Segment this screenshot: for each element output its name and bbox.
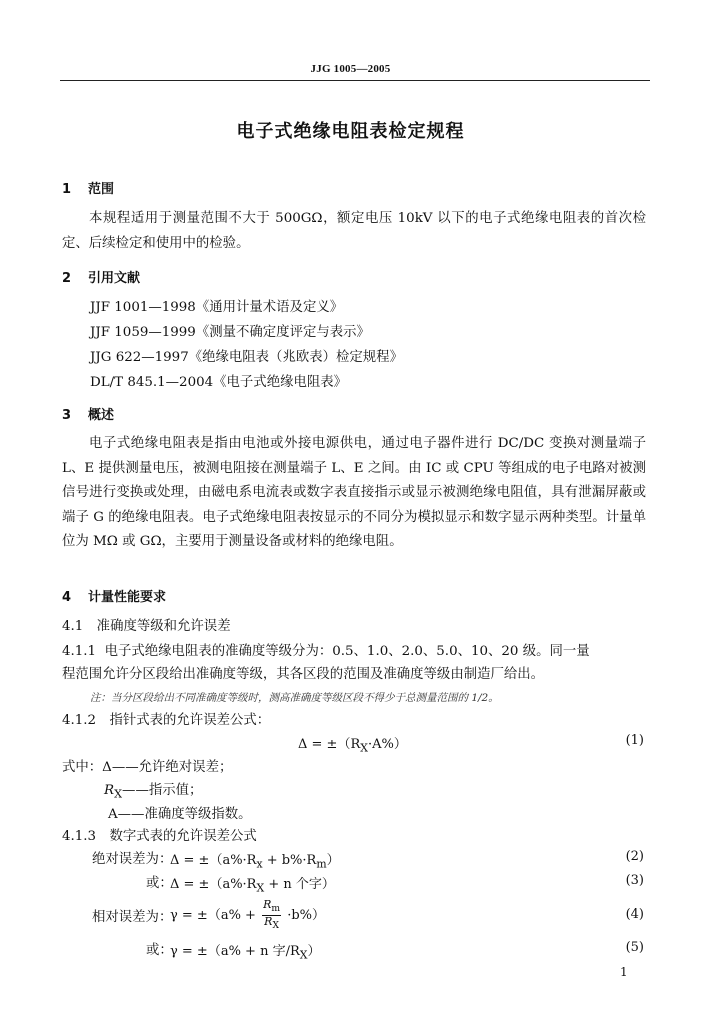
relative-error-label: 相对误差为： [92,910,173,925]
note-text: 注：当分区段给出不同准确度等级时，测高准确度等级区段不得少于总测量范围的 1/2。 [90,692,499,704]
subsection-4-1: 4.1 准确度等级和允许误差 [62,619,231,634]
section-number: 1 [62,182,72,197]
formula-1: $\Delta = \pm(R_X\cdot A\%)$ [298,737,407,755]
where-delta-definition: 式中：Δ——允许绝对误差； [62,760,233,775]
formula-5: γ = ±（a% + n 字$/R_X$） [170,944,321,962]
section-1-paragraph: 本规程适用于测量范围不大于 500GΩ，额定电压 10kV 以下的电子式绝缘电阻表的首次检定、后续检定和使用中的检验。 [62,211,646,251]
section-title: 范围 [88,182,115,197]
clause-4-1-3: 4.1.3 数字式表的允许误差公式 [62,829,257,844]
section-number: 3 [62,408,72,423]
section-title: 引用文献 [88,271,141,286]
clause-label: 4.1.1 [62,644,97,659]
document-header-code: JJG 1005—2005 [310,63,391,75]
absolute-error-label: 绝对误差为： [92,852,173,867]
section-3-heading [62,404,114,423]
formula-4: γ = ±（a% + $\frac{R_m}{R_X}$ ·b%） [170,898,326,932]
rx-definition: $R_X——$指示值； [104,783,203,801]
fraction: $\frac{R_m}{R_X}$ [263,898,281,932]
formula-2: $\Delta = \pm(a\%\cdot R_x + b\%\cdot R_m)$ [170,853,340,871]
section-3-paragraph: 电子式绝缘电阻表是指由电池或外接电源供电，通过电子器件进行 DC/DC 变换对测量端子 L、E 提供测量电压，被测电阻接在测量端子 L、E 之间。由 IC 或 CPU 等组成的电子电路对被测信号进行变换或处理，由磁电系电流表或数字表直接指示或显示被测绝缘电阻值，具有泄漏屏蔽或端子 G 的绝缘电阻表。电子式绝缘电阻表按显示的不同分为模拟显示和数字显示两种类型。计量单位为 MΩ 或 GΩ，主要用于测量设备或材料的绝缘电阻。 [62,436,646,549]
page-number: 1 [620,965,628,979]
section-title: 计量性能要求 [88,590,167,605]
section-title: 概述 [88,408,115,423]
equation-number: (3) [625,873,644,888]
reference-item: JJG 622—1997《绝缘电阻表（兆欧表）检定规程》 [90,350,403,365]
or-label: 或： [146,943,173,958]
clause-4-1-2: 4.1.2 指针式表的允许误差公式： [62,713,271,728]
reference-item: DL/T 845.1—2004《电子式绝缘电阻表》 [90,375,348,390]
header-rule [60,80,650,81]
clause-4-1-1-continued: 程范围允许分区段给出准确度等级，其各区段的范围及准确度等级由制造厂给出。 [62,667,545,682]
section-1-heading [62,178,114,197]
a-definition: A——准确度等级指数。 [108,807,252,822]
section-number: 2 [62,271,72,286]
reference-item: JJF 1059—1999《测量不确定度评定与表示》 [90,325,370,340]
equation-number: (2) [625,849,644,864]
equation-number: (1) [625,733,644,748]
section-4-heading [62,586,166,605]
equation-number: (5) [625,940,644,955]
section-number: 4 [62,590,72,605]
clause-4-1-1 [62,639,590,664]
page-title: 电子式绝缘电阻表检定规程 [236,121,465,142]
section-2-heading [62,267,140,286]
or-label: 或： [146,876,173,891]
reference-item: JJF 1001—1998《通用计量术语及定义》 [90,300,344,315]
equation-number: (4) [625,907,644,922]
formula-3: $\Delta = \pm(a\%\cdot R_X + n$ 个字） [170,877,335,895]
clause-text: 电子式绝缘电阻表的准确度等级分为：0.5、1.0、2.0、5.0、10、20 级。同一量 [104,644,590,659]
